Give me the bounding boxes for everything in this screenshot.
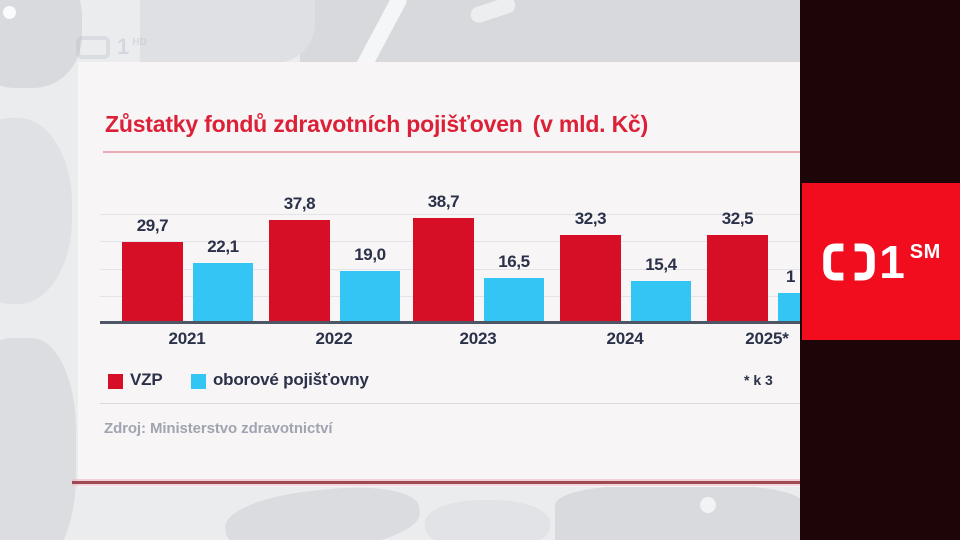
map-texture — [3, 6, 16, 19]
bar-value-label: 15,4 — [645, 255, 677, 274]
title-underline — [103, 151, 800, 153]
gridline — [100, 214, 800, 215]
channel-superscript: SM — [909, 241, 941, 263]
card-bottom-border — [72, 481, 800, 484]
category-label-2025*: 2025* — [745, 329, 789, 348]
channel-number: 1 — [879, 235, 905, 288]
bar-value-label: 16,5 — [498, 252, 530, 271]
map-texture — [140, 0, 315, 63]
bar-value-label: 1 — [786, 267, 796, 286]
chart-footnote: * k 3 — [744, 372, 773, 388]
channel-logo — [821, 235, 941, 288]
bar-vzp-2024 — [560, 235, 621, 323]
bar-oborove-2023 — [484, 278, 544, 323]
bar-vzp-2023 — [413, 218, 474, 323]
legend-label-oborove: oborové pojišťovny — [213, 370, 369, 389]
bar-value-label: 38,7 — [427, 192, 460, 211]
bar-value-label: 22,1 — [207, 237, 239, 256]
bar-oborove-2021 — [193, 263, 253, 323]
map-texture — [700, 497, 716, 513]
divider-line — [100, 403, 800, 404]
bar-oborove-2022 — [340, 271, 400, 323]
bar-value-label: 32,5 — [721, 209, 754, 228]
map-texture — [0, 118, 72, 304]
bar-value-label: 37,8 — [283, 194, 316, 213]
map-texture — [425, 500, 550, 540]
channel-logo-square — [802, 183, 960, 340]
chart-title-unit: (v mld. Kč) — [532, 111, 649, 137]
map-texture — [555, 486, 805, 540]
legend-swatch-oborove — [191, 374, 206, 389]
watermark-channel-number: 1 — [117, 34, 130, 59]
bar-vzp-2021 — [122, 242, 183, 323]
x-axis-line — [100, 321, 800, 324]
legend-swatch-vzp — [108, 374, 123, 389]
legend-label-vzp: VZP — [130, 370, 163, 389]
map-texture — [0, 338, 76, 540]
bar-value-label: 32,3 — [574, 209, 607, 228]
bar-vzp-2022 — [269, 220, 330, 323]
category-label-2024: 2024 — [606, 329, 644, 348]
chart-title-text: Zůstatky fondů zdravotních pojišťoven — [105, 111, 523, 137]
bar-value-label: 29,7 — [136, 216, 169, 235]
bar-vzp-2025* — [707, 235, 768, 323]
ct-logo-icon — [821, 241, 877, 283]
category-label-2022: 2022 — [315, 329, 353, 348]
source-caption: Zdroj: Ministerstvo zdravotnictví — [104, 420, 333, 437]
bar-oborove-2024 — [631, 281, 691, 323]
ct-logo-watermark-icon — [76, 36, 110, 59]
map-texture — [222, 480, 422, 540]
watermark-hd-label: HD — [132, 37, 147, 48]
category-label-2021: 2021 — [168, 329, 206, 348]
channel-watermark — [76, 33, 147, 61]
category-label-2023: 2023 — [459, 329, 497, 348]
bar-value-label: 19,0 — [354, 245, 386, 264]
